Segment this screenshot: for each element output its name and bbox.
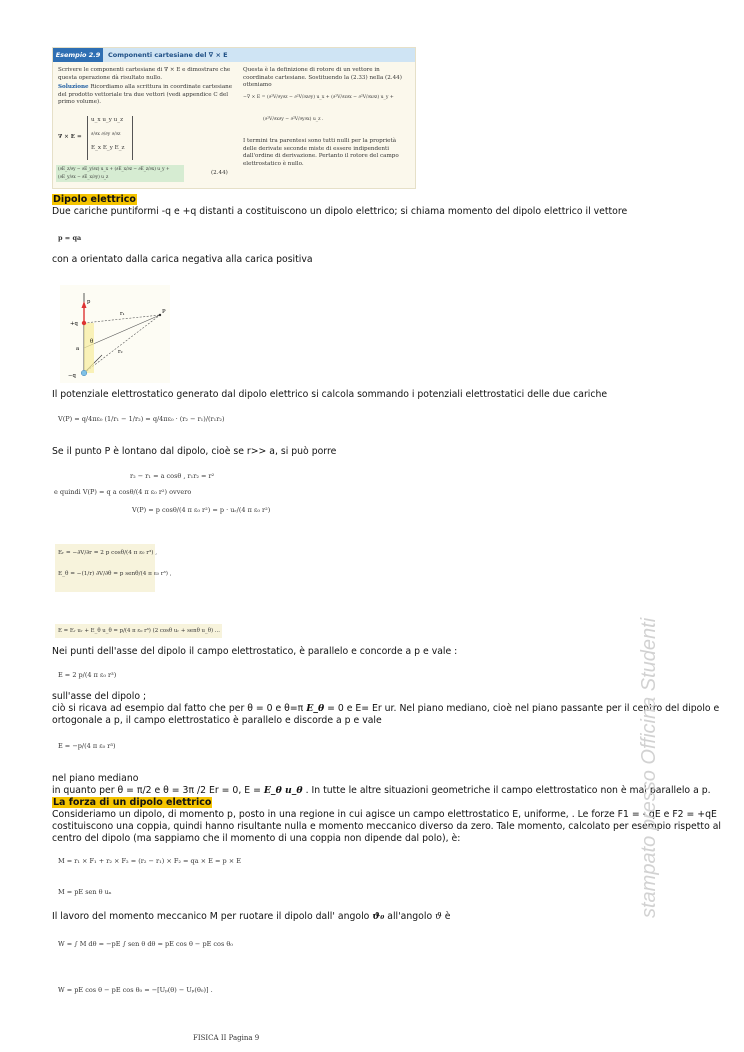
paragraph-median-plane: ortogonale a p, il campo elettrostatico è parallelo e discorde a p e vale (52, 715, 382, 726)
paragraph-orientation: con a orientato dalla carica negativa alla carica positiva (52, 254, 313, 265)
paragraph-axis-note: sull'asse del dipolo ; (52, 691, 147, 702)
figure-label-r1: r₁ (120, 311, 125, 317)
paragraph-work-c: è (444, 911, 451, 922)
figure-label-r2: r₂ (118, 349, 123, 355)
formula-W1: W = ∫ M dθ = −pE ∫ sen θ dθ = pE cos θ − pE cos θ₀ (58, 940, 233, 948)
heading-dipolo (52, 194, 137, 206)
symbol-theta: ϑ (435, 911, 442, 922)
figure-label-minus: −q (68, 373, 76, 379)
symbol-E-theta-u-theta: E_θ u_θ (263, 785, 303, 796)
formula-E-box (55, 624, 222, 638)
formula-M1: M = r₁ × F₁ + r₂ × F₂ = (r₂ − r₁) × F₂ = qa × E = p × E (58, 857, 241, 865)
formula-quindi: e quindi V(P) = q a cosθ/(4 π ε₀ r²) ovvero (54, 488, 192, 496)
formula-median: E = −p/(4 π ε₀ r³) (58, 742, 116, 750)
example-left-text-2 (58, 84, 236, 107)
paragraph-potential: Il potenziale elettrostatico generato dal dipolo elettrico si calcola sommando i potenziali elettrostatici delle due cariche (52, 389, 608, 400)
matrix-row-2: ∂/∂x ∂/∂y ∂/∂z (91, 131, 121, 137)
figure-point-P (159, 314, 161, 316)
paragraph-derivation-a: ciò si ricava ad esempio dal fatto che per θ = 0 e θ=π (52, 703, 304, 714)
matrix-block (87, 116, 133, 160)
formula-W2: W = pE cos θ − pE cos θ₀ = −[Uₚ(θ) − Uₚ(θ₀)] . (58, 986, 213, 994)
paragraph-work-b: all'angolo (387, 911, 433, 922)
watermark: stampato presso Officina Studenti (638, 617, 660, 918)
symbol-E-theta: E_θ (306, 703, 325, 714)
paragraph-derivation (52, 703, 719, 715)
figure-label-theta: θ (90, 339, 94, 345)
example-right-eq-1: −∇ × E = (∂²V/∂y∂z − ∂²V/∂z∂y) u_x + (∂²V/∂z∂x − ∂²V/∂x∂z) u_y + (243, 95, 394, 100)
formula-V: V(P) = q/4πε₀ (1/r₁ − 1/r₂) = q/4πε₀ · (r₂ − r₁)/(r₁r₂) (58, 415, 225, 423)
paragraph-axis-field: Nei punti dell'asse del dipolo il campo elettrostatico, è parallelo e concorde a p e vale : (52, 646, 458, 657)
paragraph-far-point: Se il punto P è lontano dal dipolo, cioè se r>> a, si può porre (52, 446, 337, 457)
heading-dipolo-text: Dipolo elettrico (53, 194, 136, 205)
example-right-text-1: Questa è la definizione di rotore di un vettore in coordinate cartesiane. Sostituendo la (2.33) nella (2.44) otteniamo (243, 67, 402, 88)
formula-Er: Eᵣ = −∂V/∂r = 2 p cosθ/(4 π ε₀ r³) , (58, 550, 158, 556)
matrix-lhs: ∇ × E = (58, 134, 82, 140)
paragraph-dipolo-intro: Due cariche puntiformi -q e +q distanti a costituiscono un dipolo elettrico; si chiama momento del dipolo elettrico il vettore (52, 206, 628, 217)
figure-label-p: p (87, 299, 91, 305)
dipole-figure (60, 285, 170, 383)
heading-forza-text: La forza di un dipolo elettrico (53, 797, 212, 808)
matrix-row-3: E_x E_y E_z (91, 145, 125, 151)
formula-field-components (55, 544, 172, 592)
formula-V2: V(P) = p cosθ/(4 π ε₀ r²) = p · uᵣ/(4 π ε₀ r²) (132, 506, 271, 514)
paragraph-conclusion-a: in quanto per θ = π/2 e θ = 3π /2 Er = 0, E = (52, 785, 261, 796)
example-header (53, 48, 415, 62)
figure-dipole-band (84, 323, 94, 373)
example-badge: Esempio 2.9 (53, 48, 103, 62)
formula-approx: r₂ − r₁ = a cosθ , r₁r₂ = r² (130, 472, 215, 480)
paragraph-derivation-b: = 0 e E= Er ur. Nel piano mediano, cioè nel piano passante per il centro del dipolo e (327, 703, 720, 714)
example-left-text-1: Scrivere le componenti cartesiane di ∇ × E e dimostrare che questa operazione dà risultato nullo. (58, 67, 231, 81)
eq-244-number: (2.44) (211, 170, 228, 176)
formula-Et: E_θ = −(1/r) ∂V/∂θ = p senθ/(4 π ε₀ r³) , (58, 571, 172, 577)
heading-forza (52, 797, 212, 809)
example-right-eq-2: (∂²V/∂x∂y − ∂²V/∂y∂x) u_z . (263, 117, 324, 122)
solution-text: Ricordiamo alla scrittura in coordinate cartesiane del prodotto vettoriale tra due vettori (vedi appendice C del primo volume). (58, 84, 233, 105)
eq-244: (∂E_z/∂y − ∂E_y/∂z) u_x + (∂E_x/∂z − ∂E_z/∂x) u_y + (∂E_y/∂x − ∂E_x/∂y) u_z (58, 167, 170, 180)
paragraph-median-note: nel piano mediano (52, 773, 139, 784)
matrix-row-1: u_x u_y u_z (91, 117, 124, 123)
example-title: Componenti cartesiane del ∇ × E (108, 51, 228, 59)
symbol-theta0: ϑ₀ (372, 911, 385, 922)
figure-label-a: a (76, 346, 80, 352)
figure-label-P: P (162, 309, 166, 315)
formula-E: E = Eᵣ uᵣ + E_θ u_θ = p/(4 π ε₀ r³) (2 cosθ uᵣ + senθ u_θ) ... (58, 628, 220, 634)
figure-label-plus: +q (70, 321, 78, 327)
formula-p: p = qa (58, 234, 82, 242)
eq-244-box (56, 165, 184, 182)
formula-M2: M = pE sen θ uₙ (58, 888, 112, 896)
paragraph-forza: Consideriamo un dipolo, di momento p, posto in una regione in cui agisce un campo elettrostatico E, uniforme, . Le forze F1 = - qE e F2 = +qE costituiscono una coppia, quindi hanno risultante nulla e momento meccanico diverso da zero. Tale momento, calcolato per esempio rispetto al centro del dipolo (ma sappiamo che il momento di una coppia non dipende dal polo), è: (52, 809, 721, 844)
paragraph-conclusion (52, 785, 711, 797)
example-box (52, 47, 416, 189)
page-footer: FISICA II Pagina 9 (193, 1034, 260, 1042)
formula-axis: E = 2 p/(4 π ε₀ r³) (58, 671, 117, 679)
paragraph-work-a: Il lavoro del momento meccanico M per ruotare il dipolo dall' angolo (52, 911, 370, 922)
example-right-text-2: I termini tra parentesi sono tutti nulli per la proprietà delle derivate seconde miste di essere indipendenti dall'ordine di derivazione. Pertanto il rotore del campo elettrostatico è nullo. (243, 138, 399, 167)
paragraph-conclusion-b: . In tutte le altre situazioni geometriche il campo elettrostatico non è mai parallelo a p. (305, 785, 711, 796)
figure-negative-charge (81, 370, 87, 376)
figure-background (60, 285, 170, 383)
figure-positive-charge (82, 321, 86, 325)
paragraph-work (52, 911, 450, 923)
solution-label: Soluzione (58, 84, 89, 90)
